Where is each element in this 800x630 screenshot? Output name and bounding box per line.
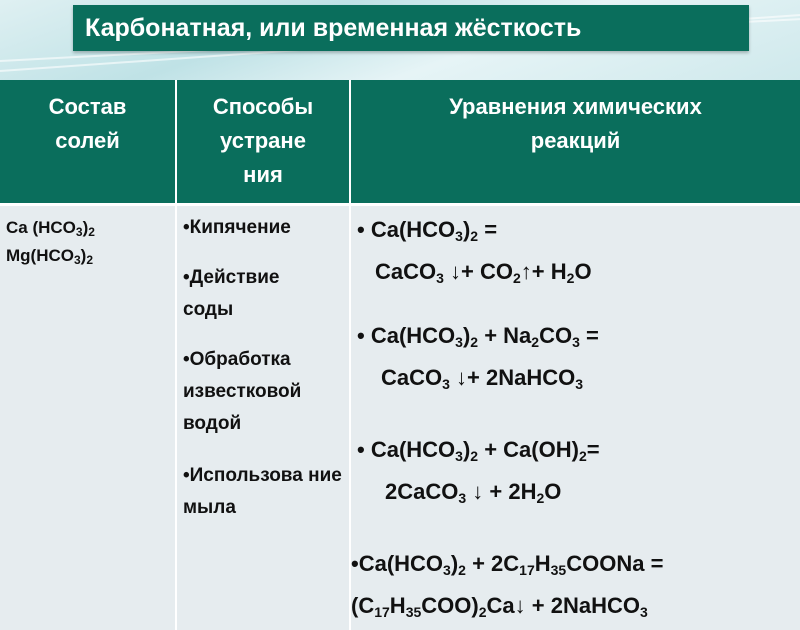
equation-3 — [351, 432, 800, 516]
hardness-table — [0, 80, 800, 630]
method-item-soap: •Использова ние мыла — [183, 464, 342, 518]
equation-1 — [351, 212, 800, 296]
equation-products: 2CaCO$_3$ ↓ + $2H_2O$ — [385, 478, 562, 506]
slide-title: Карбонатная, или временная жёсткость — [73, 5, 749, 51]
equation-products: $(C_{17}H_{35}COO)_2Ca↓$ + 2NaHCO$_3$ — [351, 592, 648, 620]
equation-reactants: • $Ca(HCO_3)_2 + Na_2CO_3$ = — [357, 322, 599, 350]
removal-methods-cell — [176, 204, 350, 630]
method-item-lime-water: •Обработка известковой водой — [183, 348, 302, 434]
salt-item: $Mg(HCO_3)_2$ — [6, 245, 94, 267]
table-row — [0, 204, 800, 630]
table-header-row — [0, 80, 800, 204]
equation-4 — [351, 546, 800, 630]
equation-2 — [351, 318, 800, 402]
equation-products: CaCO$_3$ ↓+ $CO_2↑+ H_2O$ — [375, 258, 592, 286]
salt-composition-cell — [0, 204, 176, 630]
equation-products: CaCO$_3$ ↓+ 2NaHCO$_3$ — [381, 364, 584, 392]
equation-reactants: • $Ca(HCO_3)_2 + Ca(OH)_2=$ — [357, 436, 600, 464]
method-item-boiling: •Кипячение — [183, 216, 291, 238]
header-removal-methods: Способы устране ния — [176, 80, 350, 204]
method-item-soda: •Действие соды — [183, 266, 280, 320]
equations-cell — [350, 204, 800, 630]
header-salt-composition: Состав солей — [0, 80, 176, 204]
header-reaction-equations: Уравнения химических реакций — [350, 80, 800, 204]
equation-reactants: $•Ca(HCO_3)_2$ + $2C_{17}H_{35}COONa$ = — [351, 550, 664, 578]
equation-reactants: • $Ca(HCO_3)_2$ = — [357, 216, 498, 244]
salt-item: Ca $(HCO_3)_2$ — [6, 217, 95, 239]
